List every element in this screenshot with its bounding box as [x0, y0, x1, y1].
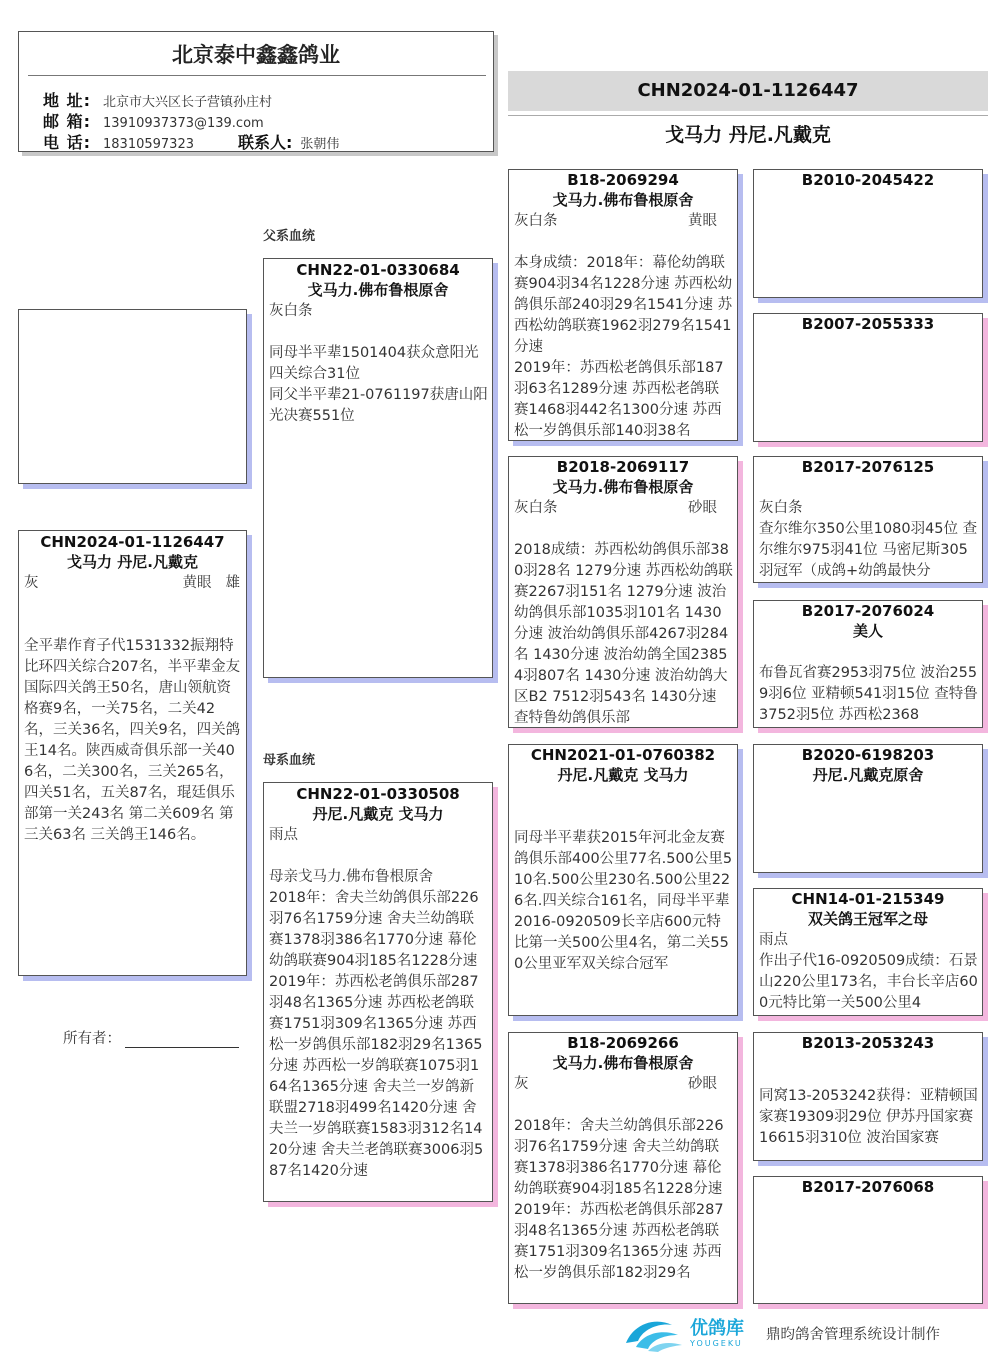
brand-name: 优鸽库: [690, 1317, 744, 1339]
gp-meta: [509, 498, 737, 519]
ggp-color: 雨点: [759, 932, 788, 948]
paternal-grandsire-card: [508, 169, 738, 441]
banner-divider: [508, 115, 988, 116]
dam-line-label: 母系血统: [263, 753, 316, 768]
credit-text: 鼎昀鸽舍管理系统设计制作: [766, 1326, 940, 1343]
ggp-ring: CHN14-01-215349: [791, 890, 945, 908]
footer: [622, 1310, 992, 1356]
subject-sex: 雄: [225, 575, 240, 591]
sire-card: [263, 258, 493, 678]
gp-ring: B18-2069266: [567, 1034, 679, 1052]
gp-eye: 砂眼: [688, 1076, 717, 1092]
ggp-name: 美人: [852, 622, 883, 640]
gp-eye: 砂眼: [688, 500, 717, 516]
ggp-card-7: [753, 1032, 983, 1161]
maternal-grandsire-card: [508, 744, 738, 1016]
owner-field: [63, 1027, 239, 1048]
ggp-card-8: [753, 1176, 983, 1304]
email-label: 邮 箱:: [43, 112, 91, 131]
subject-color: 灰: [24, 575, 39, 591]
phone-value: 18310597323: [103, 137, 194, 152]
wave-logo-icon: [622, 1313, 684, 1353]
phone-row: [43, 130, 339, 153]
sire-name: 戈马力.佛布鲁根原舍: [307, 281, 449, 299]
subject-ring: CHN2024-01-1126447: [40, 533, 225, 551]
sire-description: 同母半平辈1501404获众意阳光四关综合31位 同父半平辈21-0761197获唐山阳光决赛551位: [269, 345, 488, 424]
ggp-meta: [754, 1074, 982, 1086]
company-name: 北京泰中鑫鑫鸽业: [172, 43, 340, 67]
owner-label: 所有者：: [63, 1031, 121, 1047]
ggp-description: 同窝13-2053242获得：亚精顿国家赛19309羽29位 伊苏丹国家赛16615羽310位 波治国家赛: [759, 1088, 978, 1146]
ggp-description: 查尔维尔350公里1080羽45位 查尔维尔975羽41位 马密尼斯305羽冠军（成鸽+幼鸽最快分: [759, 521, 978, 579]
ggp-card-1: [753, 169, 983, 298]
sire-ring: CHN22-01-0330684: [296, 261, 460, 279]
ggp-name: [754, 477, 982, 498]
ggp-ring: B2017-2076068: [801, 1178, 935, 1196]
sire-line-label: 父系血统: [263, 229, 316, 244]
ggp-ring: B2017-2076125: [801, 458, 935, 476]
gp-name: 丹尼.凡戴克 戈马力: [557, 766, 689, 784]
gp-description: 本身成绩：2018年：幕伦幼鸽联赛904羽34名1228分速 苏西松幼鸽俱乐部240羽29名1541分速 苏西松幼鸽联赛1962羽279名1541分速 2019年：苏西松老鸽俱乐部187羽63名1289分速 苏西松老鸽联赛1468羽442名1300分速 苏西松一岁鸽俱乐部140羽38名: [514, 255, 733, 439]
ggp-meta: [754, 930, 982, 951]
ggp-name: 丹尼.凡戴克原舍: [812, 766, 924, 784]
ggp-ring: B2007-2055333: [801, 315, 935, 333]
ggp-meta: [754, 642, 982, 663]
header-divider: [28, 75, 486, 76]
ggp-name: 双关鸽王冠军之母: [807, 910, 928, 928]
gp-color: 灰白条: [514, 213, 558, 229]
dam-meta: [264, 825, 492, 846]
contact-value: 张朝伟: [300, 137, 340, 152]
subject-card: [18, 530, 247, 976]
ggp-name: [754, 1053, 982, 1074]
gp-color: 灰白条: [514, 500, 558, 516]
ggp-ring: B2020-6198203: [801, 746, 935, 764]
gp-ring: B2018-2069117: [556, 458, 690, 476]
paternal-granddam-card: [508, 456, 738, 728]
gp-name: 戈马力.佛布鲁根原舍: [552, 191, 694, 209]
brand-subtitle: YOUGEKU: [690, 1338, 743, 1348]
ggp-card-5: [753, 744, 983, 873]
subject-eye: 黄眼: [182, 575, 212, 591]
ggp-ring: B2017-2076024: [801, 602, 935, 620]
subject-name: 戈马力 丹尼.凡戴克: [67, 553, 198, 571]
subject-ring-banner: CHN2024-01-1126447: [508, 71, 988, 111]
address-label: 地 址:: [43, 91, 91, 110]
gp-name: 戈马力.佛布鲁根原舍: [552, 478, 694, 496]
ggp-meta: [754, 498, 982, 519]
gp-color: 灰: [514, 1076, 529, 1092]
ggp-ring: B2013-2053243: [801, 1034, 935, 1052]
email-value: 13910937373@139.com: [103, 116, 264, 131]
dam-color: 雨点: [269, 827, 298, 843]
gp-eye: 黄眼: [688, 213, 717, 229]
ggp-ring: B2010-2045422: [801, 171, 935, 189]
sire-meta: [264, 301, 492, 322]
gp-meta: [509, 211, 737, 232]
address-row: [43, 88, 272, 111]
breeder-header: [18, 31, 494, 152]
gp-ring: B18-2069294: [567, 171, 679, 189]
ggp-card-2: [753, 313, 983, 442]
subject-name-banner: 戈马力 丹尼.凡戴克: [665, 124, 831, 146]
gp-description: 2018成绩：苏西松幼鸽俱乐部380羽28名 1279分速 苏西松幼鸽联赛2267羽151名 1279分速 波治幼鸽俱乐部1035羽101名 1430分速 波治幼鸽俱乐部4267羽284名 1430分速 波治幼鸽全国23854羽807名 1430分速 波治幼鸽大区B2 7512羽543名 1430分速 查特鲁幼鸽俱乐部: [514, 542, 733, 726]
dam-name: 丹尼.凡戴克 戈马力: [312, 805, 444, 823]
address-value: 北京市大兴区长子营镇孙庄村: [103, 95, 273, 110]
gp-name: 戈马力.佛布鲁根原舍: [552, 1054, 694, 1072]
dam-description: 母亲戈马力.佛布鲁根原舍 2018年：舍夫兰幼鸽俱乐部226羽76名1759分速 舍夫兰幼鸽联赛1378羽386名1770分速 幕伦幼鸽联赛904羽185名1228分速 2019年：苏西松老鸽俱乐部287羽48名1365分速 苏西松老鸽联赛1751羽309名1365分速 苏西松一岁鸽俱乐部182羽29名1365分速 苏西松一岁鸽联赛1075羽164名1365分速 舍夫兰一岁鸽新联盟2718羽499名1420分速 舍夫兰一岁鸽联赛1583羽312名1420分速 舍夫兰老鸽联赛3006羽587名1420分速: [269, 869, 484, 1179]
phone-label: 电 话:: [43, 133, 91, 152]
pigeon-photo: [18, 309, 247, 484]
gp-meta: [509, 786, 737, 807]
ggp-card-3: [753, 456, 983, 583]
ggp-color: 灰白条: [759, 500, 803, 516]
ggp-card-6: [753, 888, 983, 1016]
maternal-granddam-card: [508, 1032, 738, 1304]
email-row: [43, 109, 264, 132]
dam-ring: CHN22-01-0330508: [296, 785, 460, 803]
dam-card: [263, 782, 493, 1202]
ggp-description: 作出子代16-0920509成绩：石景山220公里173名，丰台长辛店600元特比第一关500公里4: [759, 953, 978, 1011]
sire-color: 灰白条: [269, 303, 313, 319]
owner-line: [125, 1032, 239, 1048]
gp-description: 同母半平辈获2015年河北金友赛鸽俱乐部400公里77名.500公里510名.500公里230名.500公里226名.四关综合161名，同母半平辈2016-0920509长辛店600元特比第一关500公里4名，第二关550公里亚军双关综合冠军: [514, 830, 733, 972]
gp-meta: [509, 1074, 737, 1095]
gp-description: 2018年：舍夫兰幼鸽俱乐部226羽76名1759分速 舍夫兰幼鸽联赛1378羽386名1770分速 幕伦幼鸽联赛904羽185名1228分速 2019年：苏西松老鸽俱乐部287羽48名1365分速 苏西松老鸽联赛1751羽309名1365分速 苏西松一岁鸽俱乐部182羽29名: [514, 1118, 724, 1281]
ggp-description: 布鲁瓦省赛2953羽75位 波治2559羽6位 亚精顿541羽15位 查特鲁3752羽5位 苏西松2368: [759, 665, 978, 723]
subject-description: 全平辈作育子代1531332振翔特比环四关综合207名，半平辈金友国际四关鸽王50名，唐山领航资格赛9名，一关75名，二关42名，三关36名，四关9名，四关鸽王14名。陕西威奇俱乐部一关406名，二关300名，三关265名，四关51名，五关87名，琨廷俱乐部第一关243名 第二关609名 第三关63名 三关鸽王146名。: [24, 638, 241, 843]
ggp-card-4: [753, 600, 983, 728]
brand-block: [690, 1319, 744, 1348]
gp-ring: CHN2021-01-0760382: [530, 746, 716, 764]
contact-label: 联系人:: [237, 133, 293, 152]
subject-meta: [19, 573, 246, 594]
